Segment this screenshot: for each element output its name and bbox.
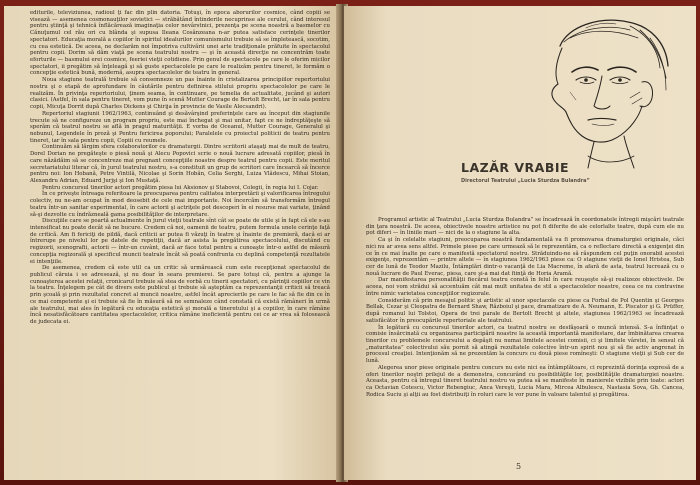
paragraph: Noua stagiune teatrală trebuie să consemneze un pas înainte în cristalizarea principiilor repertoriului nostru şi o etapă de aprofundare în căutările pentru definirea stilului propriu spectacolelor pe care le realizăm. În privinţa repertoriului, ţinem seama, în continuare, pe temelia de actualitate, jucând şi autori clasici. (Astfel, în sala pentru tineret, vom pune în scenă Mutter Courage de Bertolt Brecht, iar în sala pentru copii, Micuţa Dorrit după Charles Dickens şi Chirija în provincie de Vasile Alecsandri). [30,77,330,111]
paragraph: Considerăm că prin mesajul politic şi artistic al unor spectacole cu piese ca Forbal de Pol Quentin şi Georges Bellak, Cezar şi Cleopatra de Bernard Shaw, Războiul şi pace, dramatizare de A. Neumann, E. Piscator şi G. Prüffer, după romanul lui Tolstoi, Opera de trei parale de Bertolt Brecht şi altele, stagiunea 1962/1963 se încadrează satisfăcător în preocupările repertoriale ale teatrului. [366,297,684,324]
right-page-text [366,217,684,398]
paragraph: Repertoriul stagiunii 1962/1963, continuând şi desăvârşind preferinţele care au început din stagiunile trecute să ne configureze un program propriu, este mai închegat şi mai unitar, fapt ce ne îndreptăţeşte să sperăm că teatrul nostru se află în pragul maturităţii. E vorba de Oceanul, Mutter Courage, Generalul şi nebunul, Legendele în proză şi Pentru fericirea poporului; Paralelele cu proiectul politicii de teatru pentru tineret, iar în sala pentru copii, Copiii cu reumele. [30,110,330,144]
portrait-sketch [490,8,680,170]
paragraph: editurile, televiziunea, radioul ţi fac din plin datoria. Totuşi, în epoca aborurilor cosmice, când copiii se visează — asemenea cosmonauţilor sovietici — străbătând întinderile necuprinse ale cerului, când interesul pentru ştiinţă şi tehnică înflăcărează imaginaţia celor nevârstnici, prezenţa pe scena noastră a basmelor cu Cănuţumul cel rău ori cu blânda şi supusa Ileana Cosânzeana n-ar putea satisface cerinţele tinerilor spectatori. Educaţia morală a copiilor în spiritul idealurilor comunismului trebuie să se împletească, socotim, cu cea estetică. De aceea, ne declarăm noi împotriva cultivării unei arte tradiţionale prăfuite în spectacolul pentru copii. Dorim să dăm viaţă pe scena teatrului nostru — şi în această direcţie ne concentrăm toate eforturile — basmului erei cosmice, feeriei vieţii cotidiene. Prin genul de spectacole pe care le oferim micilor spectatori, ii pregătim să înţeleagă şi să guste spectacolele pe care le realizăm pentru tineret, le formăm o concepţie estetică bună, modernă, asupra spectacolelor de teatru în general. [30,10,330,77]
paragraph: Dar manifestarea personalităţii fiecărui teatru constă în felul în care reuşeşte să-şi realizeze obiectivele. De aceea, noi vom strădui să accentuăm cât mai mult unitatea de stil a spectacolelor noastre, ceea ce nu contravine între nimic varietatea concepţiilor regizorale. [366,277,684,297]
page-number: 5 [516,462,522,471]
article-title: LAZĂR VRABIE [461,160,570,175]
paragraph: În legătură cu concursul tinerilor actori, ca teatrul nostru se desfăşoară o muncă intensă. S-a înfiinţat o comisie însărcinată cu organizarea participării noastre la această importantă manifestare, dar îmbinătarea crearea tinerilor cu problemele concursului a depăşit nu numai limitele acestei comisii, ci şi limitele vârstei, în sensul că „maturitatea” colectivului său pornit să atingă rezultatele colective într-un spirit nou şi să fie activ angrenat în procesul creaţiei. Intenţionăm să ne prezentăm la concurs cu două piese romîneşti: O stagiune vieţii şi Sub cer de lună. [366,324,684,365]
left-page [4,6,340,480]
paragraph: Continuăm să lărgim sfera colaboratorilor cu dramaturgii. Dintre scriitorii ataşaţi mai de mult de teatru, Dorel Dorian ne pregăteşte o piesă nouă şi Alecu Popovici scrie o nouă lucrare adresată copiilor, piesă în care năzădăim să se concentreze mai pregnant concepţiile noastre despre teatrul pentru copii. Este meritul secretariatului literar că, în jurul teatrului nostru, s-a constituit un grup de scriitori care încearcă să încerce pentru noi: Ion Hobană, Petre Vintilă, Nicolae şi Sorin Hobăn, Celia Serghi, Luiza Vlădescu, Mihai Stoian, Alexandru Adrian, Eduard Jurjşi şi Ion Mustaţă. [30,144,330,184]
paragraph: Alegerea unor piese originale pentru concurs nu este nici ea întâmplătoare, ci reprezintă dorinţa expresă de a oferi tinerilor noştri prilejul de a demonstra, concurând cu posibilităţile lor, posibilităţile dramaturgiei noastre. Aceasta, pentru că întregul tineret teatrului nostru va putea să se manifeste în manierele vizibile prin toate: actori ca Octavian Cotescu, Victor Rebengiuc, Anca Vereşti, Lucia Mara, Mircea Albulescu, Nastasia Sova, Gh. Cancea, Rodica Suciu şi alţii au fost distribuiţi în roluri care le vor pune în valoare talentul şi pregătirea. [366,364,684,398]
article-heading [461,160,691,184]
paragraph: În ce priveşte întreaga referitoare la preocuparea pentru calitatea interpretării şi valorificarea întregului colectiv, nu ne-am ocupat în mod deosebit de cele mai importante. Noi încercăm să transformăm întregul teatru într-un sanitar experimental, în care actorii şi actriţele pot descoperi în ei resurse mai variate, ţinând să-şi dezvolte cu îndrăzneală gama posibilităţilor de interpretare. [30,191,330,218]
paragraph: De asemenea, credem că este util ca un critic să urmărească cum este recepţionat spectacolul de publicul căruia i se adresează, şi nu doar în seara premierei. Se pare totuşi că, pentru a ajunge la cunoaşterea acestei relaţii, cronicarul trebuie să stea de vorbă cu tinerii spectatori, cu părinţii copiilor ce vin la teatru. Înţelegem pe cât de divers este publicul şi trebuie să aşteptăm ca reprezentanţii criticii să treacă prin şcoală şi prin rezultatul concret al muncii noastre, astfel încât aprecierile pe care le fac să fie din ce în ce mai competente şi ei trebuie să fie în măsură să ne semnaleze când constată că există rămâneri în urmă ale teatrului, mai ales în legătură cu educaţia estetică şi morală a tineretului şi a copiilor, în care rămâne încă nesatisfăcătoare cantitatea spectacolelor, critica rămâne ineficientă pentru cei ce ar vrea să folosească de judecata ei. [30,265,330,326]
paragraph: Programul artistic al Teatrului „Lucia Sturdza Bulandra” se încadrează în coordonatele întregii mişcări teatrale din ţara noastră. De aceea, obiectivele noastre artistice nu pot fi diferite de ale celorlalte teatre, după cum ele nu pot diferi — în liniile mari — nici de la o stagiune la alta. [366,217,684,237]
paragraph: Discuţiile care se poartă actualmente în jurul vieţii teatrale sînt cât se poate de utile şi în fapt că ele s-au intensificat nu poate decât să ne bucure. Credem că noi, oamenii de teatru, putem formula unele cerinţe faţă de critică. Am fi fericiţi de pildă, dacă criticii ar putea fi văzuţi în teatre şi înainte de premieră, dacă ei ar întrerupe pe nivelul lor pe datele de repetiţii, dacă ar asista la pregătirea spectacolului, discutând cu regizorii, scenografii, actorii — într-un cuvânt, dacă ar face totul pentru a cunoaşte într-o astfel de măsură concepţia regizorală şi specificul muncii teatrale încât să poată confrunta cu deplină competenţă rezultatele ei intenţiile. [30,218,330,265]
article-subtitle: Directorul Teatrului „Lucia Sturdza Bulandra” [461,178,590,184]
left-page-text [30,10,330,326]
paragraph: Ca şi în celelalte stagiuni, preocuparea noastră fundamentală va fi promovarea dramaturgiei originale, căci nici nu ar avea sens altfel. Primele piese pe care urmează să le reprezentăm, ca o reflectare directă a exigenţei din ce în ce mai înalte pe care o manifestă spectatorul nostru. Străduindu-ne să răspundem cel puţin onorabil acestei exigenţe, reprezentăm — printre altele — în stagiunea 1962/1963 piese ca: O stagiune vieţii de Ionel Hristea, Sub cer de lună de Teodor Mazilu, Întâmplări dintr-o vacanţă de Lia Macreme, în afară de asta, teatrul lucrează cu o nouă lucrare de Paul Everac, piesa, care şi-a mai dat fiinţă de Horia Aramă. [366,237,684,277]
right-page [344,6,696,480]
paragraph: Pentru concursul tinerilor actori pregătim piesa lui Aksionov şi Stabovoi, Colegii, în regia lui I. Cojar. [42,184,319,191]
